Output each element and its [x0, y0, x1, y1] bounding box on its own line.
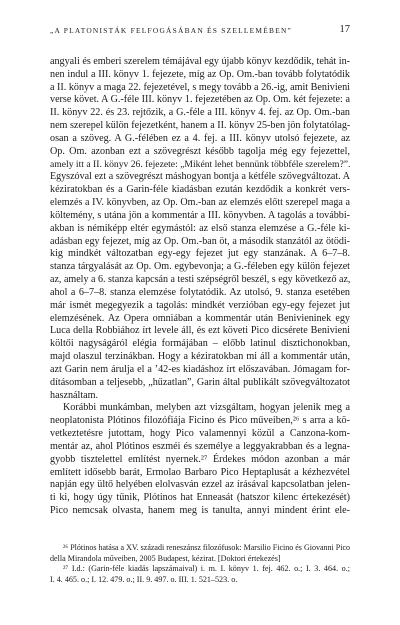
text-line: azt Garin nem árulja el a ’42-es kiadáshoz írt előszavában. Jómagam for- — [50, 363, 350, 375]
text-line: elemzésének. Az Opera omniában a kommentár után Benivieninek egy — [50, 312, 350, 324]
text-line: Egyszóval ezt a szövegrészt máshogyan bontja a kétféle szövegváltozat. A — [50, 171, 350, 183]
text-line: Korábbi munkámban, melyben azt vizsgáltam, hogyan jelenik meg a — [63, 402, 350, 414]
text-line: Pico nemcsak olvasta, hanem meg is tanulta, annyi mindent érint ele- — [50, 504, 350, 516]
text-line: Luca della Robbiához írt levele áll, és ezt követi Pico dicsérete Benivieni — [50, 325, 350, 337]
text-line: mentár az, ahol Plótinos eszméi és személye a leggyakrabban és a legna- — [50, 440, 350, 452]
text-line: használtam. — [50, 389, 99, 401]
text-line: költemény, s utána jön a kommentár a III. könyvben. A tagolás a további- — [50, 209, 350, 221]
text-line: neoplatonista Plótinos filozófiája Ficino és Pico műveiben,²⁶ s arra a kö- — [50, 415, 350, 427]
footnote-line: I. 4. 465. o.; I. 12. 479. o.; II. 9. 497. o. III. 1. 521–523. o. — [50, 574, 238, 584]
text-line: az, amely a 6. stanza kapcsán a testi szépségről beszél, s egy következő az, — [50, 274, 351, 286]
text-line: ahol a 6–7–8. stanza elemzése folytatódik. Az utolsó, 9. stanza esetében — [50, 286, 350, 298]
text-line: amely itt a II. könyv 26. fejezete: „Miként lehet bennünk többféle szerelem?”. — [50, 158, 351, 170]
text-line: ti ki, hogy úgy tűnik, Plótinos hat Enneasát (hatszor kilenc értekezését) — [50, 492, 350, 504]
text-line: verse követ. A G.-féle III. könyv 1. fejezetében az Op. Om. két fejezete: a — [50, 94, 350, 106]
text-line: kig mindkét változatban egy-egy fejezet jut egy stanzának. A 6–7–8. — [50, 248, 350, 260]
footnotes — [50, 543, 350, 585]
text-line: elemzés a IV. könyvben, az Op. Om.-ban az elemzés előtt szerepel maga a — [50, 197, 350, 209]
text-line: költői nagyságáról elégia formájában – előbb latinul disztichonokban, — [50, 338, 350, 350]
text-line: stanza tárgyalását az Op. Om. egybevonja; a G.-féleben egy külön fejezet — [50, 261, 350, 273]
text-line: akban is némiképp eltér egymástól: az első stanza elemzése a G.-féle ki- — [50, 222, 350, 234]
text-line: nen indul a III. könyv 1. fejezete, míg az Op. Om.-ban tovább folytatódik — [50, 68, 350, 80]
footnote-line: della Mirandola műveiben, 2005 Budapest, kézirat. [Doktori értekezés] — [50, 553, 281, 563]
text-line: a II. könyv a maga 22. fejezetével, s megy tovább a 26.-ig, amit Benivieni — [50, 81, 350, 93]
text-line: majd olaszul terzinákban. Hogy a kéziratokban mi áll a kommentár után, — [50, 351, 350, 363]
footnote-line: ²⁶ Plótinos hatása a XV. századi reneszánsz filozófusok: Marsilio Ficino és Giovanni Pico — [63, 543, 350, 552]
page-header — [50, 26, 350, 40]
text-line: dításomban a teljesebb, „hűzatlan”, Garin által publikált szövegváltozatot — [50, 376, 350, 388]
text-line: említett idősebb barát, Ermolao Barbaro Pico Heptaplusát a kézhezvétel — [50, 466, 350, 478]
text-line: már ismét megegyezik a tagolás: mindkét verzióban egy-egy fejezet jut — [50, 299, 350, 311]
text-line: II. könyv 22. és 23. rejtőzik, a G.-féle a III. könyv 4. fej. az Op. Om.-ban — [50, 107, 350, 119]
text-line: vetkeztetésre jutottam, hogy Pico valamennyi közül a Canzona-kom- — [50, 428, 350, 440]
footnote-line: ²⁷ I.d.: (Garin-féle kiadás lapszámaival) i. m. I. könyv 1. fej. 462. o.; I. 3. 464. o.; — [63, 564, 350, 574]
text-line: kéziratokban és a Garin-féle kiadásban ezután kezdődik a konkrét vers- — [50, 184, 350, 196]
text-line: gyobb tisztelettel említést nyernek.²⁷ Érdekes módon azonban a már — [50, 453, 350, 465]
text-line: osan a szöveg. A G.-félében ez a 4. fej. a III. könyv utolsó fejezete, az — [50, 132, 350, 144]
page-number: 17 — [339, 24, 350, 35]
text-line: napján egy ültő helyében elolvasván ezzel az írásával kapcsolatban jelen- — [50, 479, 350, 491]
body-text — [50, 56, 350, 518]
text-line: adásban egy fejezet, míg az Op. Om.-ban öt, a második stanzától az ötödi- — [50, 235, 350, 247]
running-title: „A PLATONISTÁK FELFOGÁSÁBAN ÉS SZELLEMÉBEN” — [50, 26, 293, 35]
text-line: Op. Om. azonban ezt a szövegrészt később tagolja még egy fejezettel, — [50, 145, 350, 157]
text-line: nem szerepel külön fejezetként, hanem a II. könyv 25-ben jön folytatólag- — [50, 120, 351, 132]
text-line: angyali és emberi szerelem témájával egy újabb könyv kezdődik, tehát in- — [50, 56, 350, 67]
